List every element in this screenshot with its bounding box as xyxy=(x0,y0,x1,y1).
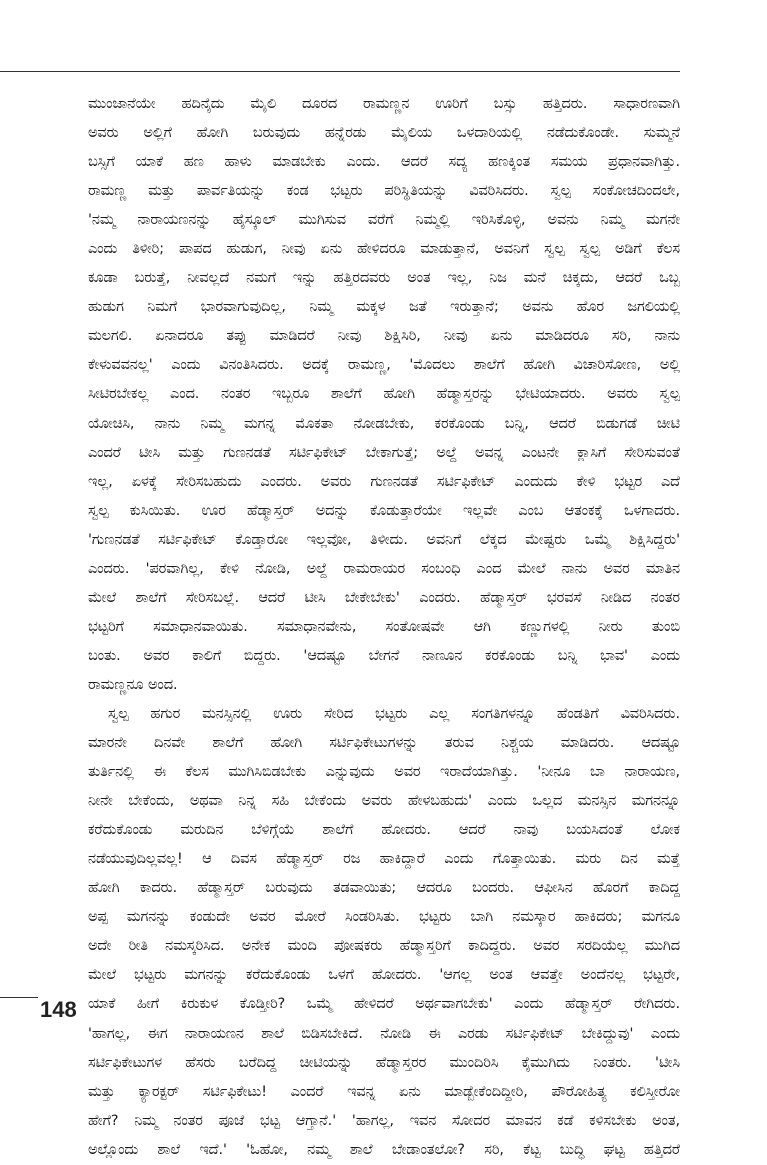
text-line: ಹೋಗಿ ಕಾದರು. ಹೆಡ್ಮಾಸ್ತರ್ ಬರುವುದು ತಡವಾಯಿತು; ಆದರೂ ಬಂದರು. ಆಫೀಸಿನ ಹೊರಗೆ ಕಾದಿದ್ದ xyxy=(88,880,680,897)
text-line: ಕರೆದುಕೊಂಡು ಮರುದಿನ ಬೆಳಿಗ್ಗೆಯೆ ಶಾಲೆಗೆ ಹೋದರು. ಆದರೆ ನಾವು ಬಯಸಿದಂತೆ ಲೋಕ xyxy=(88,822,680,839)
text-line: ಹುಡುಗ ನಿಮಗೆ ಭಾರವಾಗುವುದಿಲ್ಲ, ನಿಮ್ಮ ಮಕ್ಕಳ ಜತೆ ಇರುತ್ತಾನೆ; ಅವನು ಹೊರ ಜಗಲಿಯಲ್ಲಿ xyxy=(88,299,680,316)
text-line: ಮಾರನೇ ದಿನವೇ ಶಾಲೆಗೆ ಹೋಗಿ ಸರ್ಟಿಫಿಕೇಟುಗಳನ್ನು ತರುವ ನಿಶ್ಚಯ ಮಾಡಿದರು. ಆದಷ್ಟೂ xyxy=(88,735,680,752)
text-line: ಎಂದರು. 'ಪರವಾಗಿಲ್ಲ, ಕೇಳಿ ನೋಡಿ, ಅಲ್ದೆ ರಾಮರಾಯರ ಸಂಬಂಧಿ ಎಂದ ಮೇಲೆ ನಾನು ಅವರ ಮಾತಿನ xyxy=(88,560,680,577)
text-line: ಮಲಗಲಿ. ಏನಾದರೂ ತಪ್ಪು ಮಾಡಿದರೆ ನೀವು ಶಿಕ್ಷಿಸಿರಿ, ನೀವು ಏನು ಮಾಡಿದರೂ ಸರಿ, ನಾನು xyxy=(88,328,680,345)
text-line: ತುರ್ತಿನಲ್ಲಿ ಈ ಕೆಲಸ ಮುಗಿಸಿಬಿಡಬೇಕು ಎನ್ನುವುದು ಅವರ ಇರಾದೆಯಾಗಿತ್ತು. 'ನೀನೂ ಬಾ ನಾರಾಯಣ, xyxy=(88,764,680,781)
text-line: ರಾಮಣ್ಣ ಮತ್ತು ಪಾರ್ವತಿಯನ್ನು ಕಂಡ ಭಟ್ಟರು ಪರಿಸ್ಥಿತಿಯನ್ನು ವಿವರಿಸಿದರು. ಸ್ವಲ್ಪ ಸಂಕೋಚದಿಂದಲೇ, xyxy=(88,183,680,200)
text-line: ಹೇಗೆ? ನಿಮ್ಮ ನಂತರ ಪೂಜೆ ಭಟ್ಟ ಆಗ್ತಾನೆ.' 'ಹಾಗಲ್ಲ, ಇವನ ಸೋದರ ಮಾವನ ಕಡೆ ಕಳಿಸಬೇಕು ಅಂತ, xyxy=(88,1112,680,1129)
text-line: ಭಟ್ಟರಿಗೆ ಸಮಾಧಾನವಾಯಿತು. ಸಮಾಧಾನವೇನು, ಸಂತೋಷವೇ ಆಗಿ ಕಣ್ಣುಗಳಲ್ಲಿ ನೀರು ತುಂಬಿ xyxy=(88,618,680,635)
text-line: ಸ್ವಲ್ಪ ಕುಸಿಯಿತು. ಊರ ಹೆಡ್ಮಾಸ್ತರ್ ಅದನ್ನು ಕೊಡುತ್ತಾರೆಯೇ ಇಲ್ಲವೇ ಎಂಬ ಆತಂಕಕ್ಕೆ ಒಳಗಾದರು. xyxy=(88,502,680,519)
text-line: ಮುಂಜಾನೆಯೇ ಹದಿನೈದು ಮೈಲಿ ದೂರದ ರಾಮಣ್ಣನ ಊರಿಗೆ ಬಸ್ಸು ಹತ್ತಿದರು. ಸಾಧಾರಣವಾಗಿ xyxy=(88,96,680,112)
text-line: ಅಪ್ಪ ಮಗನನ್ನು ಕಂಡುದೇ ಅವರ ಮೋರೆ ಸಿಂಡರಿಸಿತು. ಭಟ್ಟರು ಬಾಗಿ ನಮಸ್ಕಾರ ಹಾಕಿದರು; ಮಗನೂ xyxy=(88,909,680,926)
text-line: ಯಾಕೆ ಹೀಗೆ ಕಿರುಕುಳ ಕೊಡ್ತೀರಿ? ಒಮ್ಮೆ ಹೇಳಿದರೆ ಅರ್ಥವಾಗಬೇಕು' ಎಂದು ಹೆಡ್ಮಾಸ್ತರ್ ರೇಗಿದರು. xyxy=(88,996,680,1013)
text-line: ಬಂತು. ಅವರ ಕಾಲಿಗೆ ಬಿದ್ದರು. 'ಆದಷ್ಟೂ ಬೇಗನೆ ನಾಣೂನ ಕರಕೊಂಡು ಬನ್ನಿ ಭಾವ' ಎಂದು xyxy=(88,647,680,664)
text-line: ಮತ್ತು ಕ್ಯಾರಕ್ಟರ್ ಸರ್ಟಿಫಿಕೇಟು! ಎಂದರೆ ಇವನ್ನ ಏನು ಮಾಡ್ಬೇಕೆಂದಿದ್ದೀರಿ, ಪೌರೋಹಿತ್ಯ ಕಲಿಸ್ತೀರೋ xyxy=(88,1083,680,1100)
text-line: ಮೇಲೆ ಶಾಲೆಗೆ ಸೇರಿಸಬಲ್ಲೆ. ಆದರೆ ಟೀಸಿ ಬೇಕೇಬೇಕು' ಎಂದರು. ಹೆಡ್ಮಾಸ್ತರ್ ಭರವಸೆ ನೀಡಿದ ನಂತರ xyxy=(88,589,680,606)
text-line: ಯೋಚಿಸಿ, ನಾನು ನಿಮ್ಮ ಮಗನ್ನ ಮೊಕತಾ ನೋಡಬೇಕು, ಕರಕೊಂಡು ಬನ್ನಿ, ಆದರೆ ಬಿಡುಗಡೆ ಚೀಟಿ xyxy=(88,415,680,432)
text-line: ಮೇಲೆ ಭಟ್ಟರು ಮಗನನ್ನು ಕರೆದುಕೊಂಡು ಒಳಗೆ ಹೋದರು. 'ಆಗಲ್ಲ ಅಂತ ಆವತ್ತೇ ಅಂದೆನಲ್ಲ ಭಟ್ಟರೇ, xyxy=(88,967,680,984)
text-line: ಸರ್ಟಿಫಿಕೇಟುಗಳ ಹೆಸರು ಬರೆದಿದ್ದ ಚೀಟಿಯನ್ನು ಹೆಡ್ಮಾಸ್ತರರ ಮುಂದಿರಿಸಿ ಕೈಮುಗಿದು ನಿಂತರು. 'ಟೀಸಿ xyxy=(88,1054,680,1071)
text-line: 'ಗುಣನಡತೆ ಸರ್ಟಿಫಿಕೇಟ್ ಕೊಡ್ತಾರೋ ಇಲ್ಲವೋ, ತಿಳೀದು. ಅವನಿಗೆ ಲೆಕ್ಕದ ಮೇಷ್ಟರು ಒಮ್ಮೆ ಶಿಕ್ಷಿಸಿದ್ದರು' xyxy=(88,531,680,548)
text-line: ಬಸ್ಸಿಗೆ ಯಾಕೆ ಹಣ ಹಾಳು ಮಾಡಬೇಕು ಎಂದು. ಆದರೆ ಸದ್ಯ ಹಣಕ್ಕಿಂತ ಸಮಯ ಪ್ರಧಾನವಾಗಿತ್ತು. xyxy=(88,154,680,171)
body-text xyxy=(88,90,680,1165)
text-line: ಕೂಡಾ ಬರುತ್ತೆ, ನೀವಲ್ಲದೆ ನಮಗೆ ಇನ್ನು ಹತ್ತಿರದವರು ಅಂತ ಇಲ್ಲ, ನಿಜ ಮನೆ ಚಿಕ್ಕದು, ಆದರೆ ಒಬ್ಬ xyxy=(88,270,680,287)
text-line: ಎಂದು ತಿಳೀರಿ; ಪಾಪದ ಹುಡುಗ, ನೀವು ಏನು ಹೇಳಿದರೂ ಮಾಡುತ್ತಾನೆ, ಅವನಿಗೆ ಸ್ವಲ್ಪ ಸ್ವಲ್ಪ ಅಡಿಗೆ ಕೆಲಸ xyxy=(88,241,680,258)
text-line: ಇಲ್ಲ, ಏಳಕ್ಕೆ ಸೇರಿಸಬಹುದು ಎಂದರು. ಅವರು ಗುಣನಡತೆ ಸರ್ಟಿಫಿಕೇಟ್ ಎಂದುದು ಕೇಳಿ ಭಟ್ಟರ ಎದೆ xyxy=(88,473,680,490)
text-line: ಅವರು ಅಲ್ಲಿಗೆ ಹೋಗಿ ಬರುವುದು ಹನ್ನೆರಡು ಮೈಲಿಯ ಒಳದಾರಿಯಲ್ಲಿ ನಡೆದುಕೊಂಡೇ. ಸುಮ್ಮನೆ xyxy=(88,125,680,142)
text-line: ನಡೆಯುವುದಿಲ್ಲವಲ್ಲ! ಆ ದಿವಸ ಹೆಡ್ಮಾಸ್ತರ್ ರಜ ಹಾಕಿದ್ದಾರೆ ಎಂದು ಗೊತ್ತಾಯಿತು. ಮರು ದಿನ ಮತ್ತೆ xyxy=(88,851,680,868)
page-number: 148 xyxy=(40,997,77,1022)
text-line: 'ಹಾಗಲ್ಲ, ಈಗ ನಾರಾಯಣನ ಶಾಲೆ ಬಿಡಿಸಬೇಕಿದೆ. ನೋಡಿ ಈ ಎರಡು ಸರ್ಟಿಫಿಕೇಟ್ ಬೇಕಿದ್ದುವು' ಎಂದು xyxy=(88,1025,680,1042)
text-line: ಸ್ವಲ್ಪ ಹಗುರ ಮನಸ್ಸಿನಲ್ಲಿ ಊರು ಸೇರಿದ ಭಟ್ಟರು ಎಲ್ಲ ಸಂಗತಿಗಳನ್ನೂ ಹೆಂಡತಿಗೆ ವಿವರಿಸಿದರು. xyxy=(108,705,680,722)
text-line: ಸೀಟಿರಬೇಕಲ್ಲ ಎಂದ. ನಂತರ ಇಬ್ಬರೂ ಶಾಲೆಗೆ ಹೋಗಿ ಹೆಡ್ಮಾಸ್ತರನ್ನು ಭೇಟಿಯಾದರು. ಅವರು ಸ್ವಲ್ಪ xyxy=(88,386,680,403)
text-line: ಅದೇ ರೀತಿ ನಮಸ್ಕರಿಸಿದ. ಅನೇಕ ಮಂದಿ ಪೋಷಕರು ಹೆಡ್ಮಾಸ್ತರಿಗೆ ಕಾದಿದ್ದರು. ಅವರ ಸರದಿಯೆಲ್ಲ ಮುಗಿದ xyxy=(88,938,680,955)
footer-rule xyxy=(0,997,38,998)
text-line: ಅಲ್ಲೊಂದು ಶಾಲೆ ಇದೆ.' 'ಓಹೋ, ನಮ್ಮ ಶಾಲೆ ಬೇಡಾಂತಲೋ? ಸರಿ, ಕೆಟ್ಟ ಬುದ್ಧಿ ಘಟ್ಟ ಹತ್ತಿದರೆ xyxy=(88,1141,680,1158)
text-line: 'ನಮ್ಮ ನಾರಾಯಣನನ್ನು ಹೈಸ್ಕೂಲ್ ಮುಗಿಸುವ ವರೆಗೆ ನಿಮ್ಮಲ್ಲಿ ಇರಿಸಿಕೊಳ್ಳಿ, ಅವನು ನಿಮ್ಮ ಮಗನೇ xyxy=(88,212,680,229)
text-line: ಎಂದರೆ ಟೀಸಿ ಮತ್ತು ಗುಣನಡತೆ ಸರ್ಟಿಫಿಕೇಟ್ ಬೇಕಾಗುತ್ತೆ; ಅಲ್ದೆ ಅವನ್ನ ಎಂಟನೇ ಕ್ಲಾಸಿಗೆ ಸೇರಿಸುವಂತೆ xyxy=(88,444,680,461)
text-line: ನೀನೇ ಬೇಕೆಂದು, ಅಥವಾ ನಿನ್ನ ಸಹಿ ಬೇಕೆಂದು ಅವರು ಹೇಳಬಹುದು' ಎಂದು ಒಲ್ಲದ ಮನಸ್ಸಿನ ಮಗನನ್ನೂ xyxy=(88,793,680,810)
header-rule xyxy=(0,71,680,72)
text-line: ರಾಮಣ್ಣನೂ ಅಂದ. xyxy=(88,676,178,693)
text-line: ಕೇಳುವವನಲ್ಲ' ಎಂದು ವಿನಂತಿಸಿದರು. ಅದಕ್ಕೆ ರಾಮಣ್ಣ, 'ಮೊದಲು ಶಾಲೆಗೆ ಹೋಗಿ ವಿಚಾರಿಸೋಣ, ಅಲ್ಲಿ xyxy=(88,357,680,374)
